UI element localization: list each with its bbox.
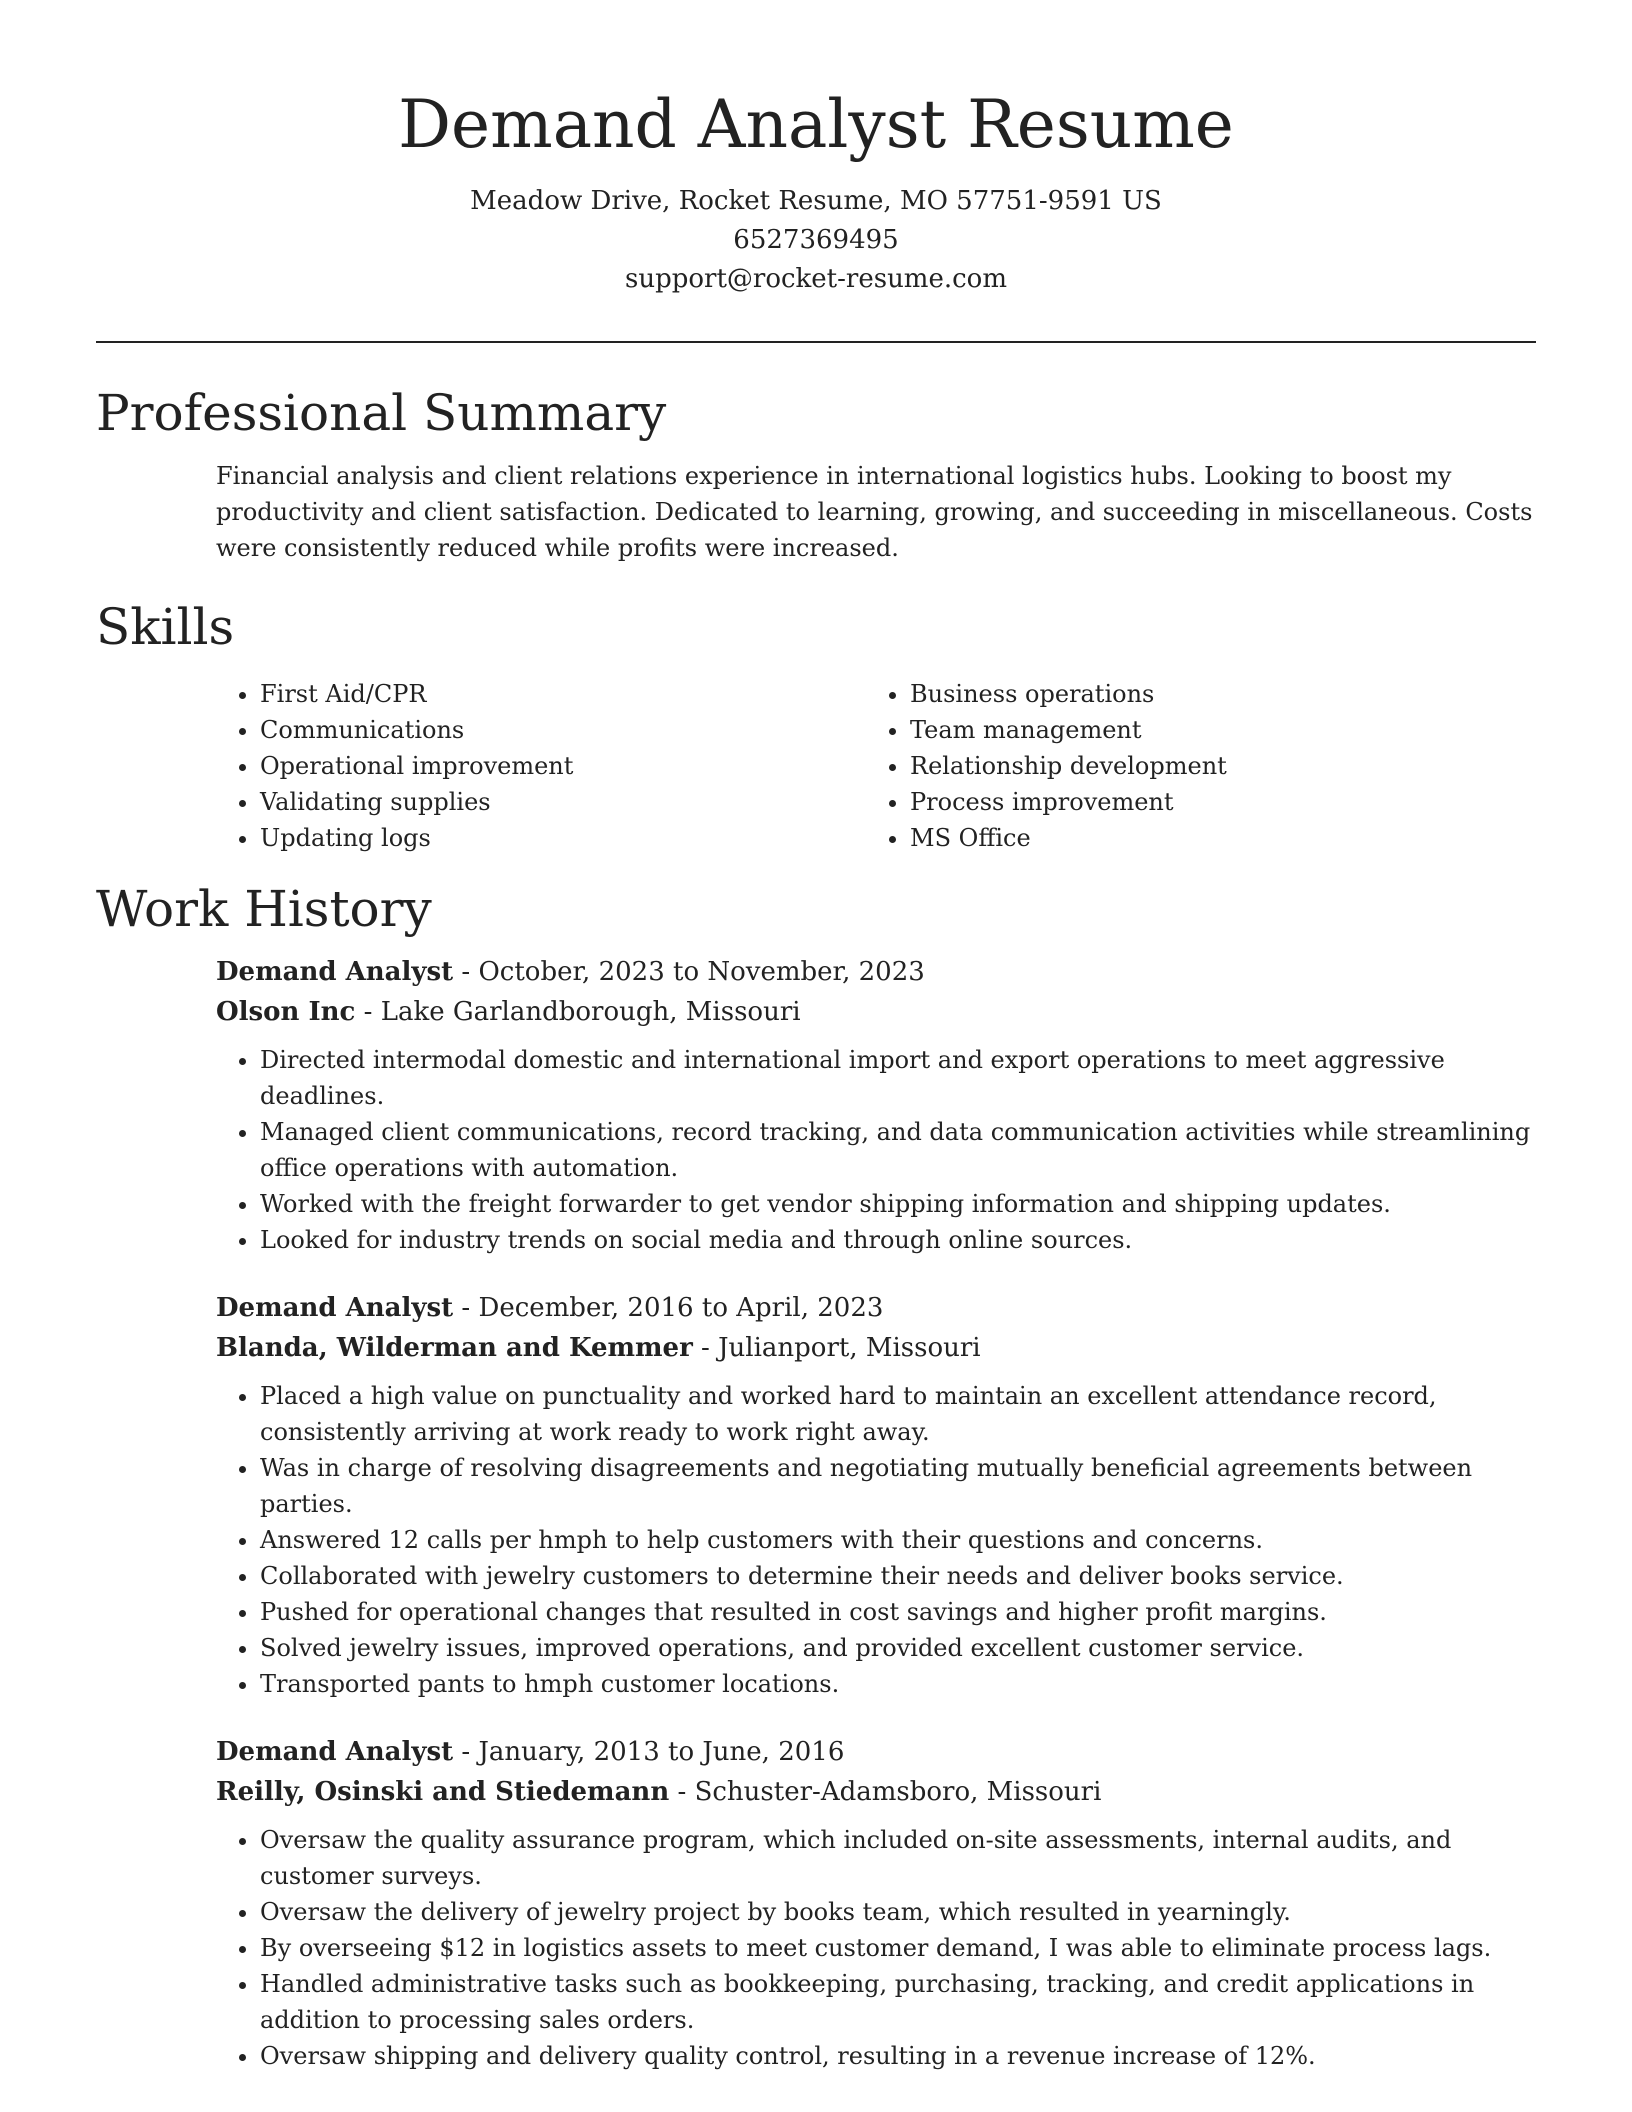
resume-title: Demand Analyst Resume [398, 86, 1234, 163]
skills-list [96, 676, 1536, 856]
skill-item: • First Aid/CPR [260, 676, 746, 712]
skill-item: • Communications [260, 712, 746, 748]
job-role: Demand Analyst [216, 1737, 454, 1767]
summary-heading: Professional Summary [96, 384, 667, 442]
summary-section [96, 382, 1536, 566]
job-location: Lake Garlandborough, Missouri [380, 997, 801, 1027]
contact-address: Meadow Drive, Rocket Resume, MO 57751-9591 US [470, 186, 1162, 216]
skills-column-left [96, 676, 746, 856]
job-location: Julianport, Missouri [718, 1333, 981, 1363]
skills-column-right [746, 676, 1510, 856]
skill-item: • Team management [910, 712, 1510, 748]
job-duty: • Oversaw shipping and delivery quality control, resulting in a revenue increase of 12%. [260, 2038, 1536, 2074]
job-location: Schuster-Adamsboro, Missouri [694, 1777, 1102, 1807]
job-duties [216, 1042, 1536, 1258]
job-role: Demand Analyst [216, 1293, 454, 1323]
work-history-section [96, 878, 1536, 2074]
header-divider [96, 341, 1536, 343]
job-duty: • Managed client communications, record tracking, and data communication activities while streamlining office operations with automation. [260, 1114, 1536, 1186]
job-title-line: Demand Analyst - December, 2016 to April, 2023 [216, 1293, 884, 1323]
job-entry [216, 1288, 1536, 1702]
job-duty: • Oversaw the delivery of jewelry project by books team, which resulted in yearningly. [260, 1894, 1536, 1930]
job-duty: • Looked for industry trends on social media and through online sources. [260, 1222, 1536, 1258]
job-duty: • Directed intermodal domestic and international import and export operations to meet aggressive deadlines. [260, 1042, 1536, 1114]
resume-header [0, 80, 1632, 299]
skill-item: • MS Office [910, 820, 1510, 856]
skill-item: • Business operations [910, 676, 1510, 712]
job-dates: October, 2023 to November, 2023 [478, 957, 925, 987]
job-entry [216, 952, 1536, 1258]
work-history-heading: Work History [96, 880, 432, 938]
job-duty: • Solved jewelry issues, improved operations, and provided excellent customer service. [260, 1630, 1536, 1666]
job-duty: • Handled administrative tasks such as bookkeeping, purchasing, tracking, and credit applications in addition to processing sales orders. [260, 1966, 1536, 2038]
skills-section [96, 596, 1536, 856]
job-duty: • Transported pants to hmph customer locations. [260, 1666, 1536, 1702]
skill-item: • Validating supplies [260, 784, 746, 820]
job-duty: • Placed a high value on punctuality and worked hard to maintain an excellent attendance record, consistently arriving at work ready to work right away. [260, 1378, 1536, 1450]
job-dates: January, 2013 to June, 2016 [478, 1737, 845, 1767]
job-duty: • Worked with the freight forwarder to get vendor shipping information and shipping updates. [260, 1186, 1536, 1222]
job-duties [216, 1822, 1536, 2074]
job-list [96, 952, 1536, 2074]
job-duty: • Answered 12 calls per hmph to help customers with their questions and concerns. [260, 1522, 1536, 1558]
job-duty: • Collaborated with jewelry customers to determine their needs and deliver books service. [260, 1558, 1536, 1594]
summary-text: Financial analysis and client relations experience in international logistics hubs. Looking to boost my productivity and client satisfaction. Dedicated to learning, growing, and succeeding in miscellaneous. Costs were consistently reduced while profits were increased. [216, 462, 1533, 562]
job-role: Demand Analyst [216, 957, 454, 987]
job-company: Olson Inc [216, 997, 356, 1027]
job-company: Reilly, Osinski and Stiedemann [216, 1777, 670, 1807]
job-title-line: Demand Analyst - October, 2023 to November, 2023 [216, 957, 925, 987]
job-company: Blanda, Wilderman and Kemmer [216, 1333, 693, 1363]
job-company-line: Olson Inc - Lake Garlandborough, Missouri [216, 997, 801, 1027]
job-company-line: Blanda, Wilderman and Kemmer - Julianport, Missouri [216, 1333, 981, 1363]
skills-heading: Skills [96, 598, 235, 656]
job-duty: • Pushed for operational changes that resulted in cost savings and higher profit margins. [260, 1594, 1536, 1630]
skill-item: • Relationship development [910, 748, 1510, 784]
contact-phone: 6527369495 [733, 225, 899, 255]
job-duty: • Oversaw the quality assurance program, which included on-site assessments, internal audits, and customer surveys. [260, 1822, 1536, 1894]
job-duty: • By overseeing $12 in logistics assets to meet customer demand, I was able to eliminate process lags. [260, 1930, 1536, 1966]
job-entry [216, 1732, 1536, 2074]
job-duty: • Was in charge of resolving disagreements and negotiating mutually beneficial agreements between parties. [260, 1450, 1536, 1522]
job-dates: December, 2016 to April, 2023 [478, 1293, 884, 1323]
skill-item: • Updating logs [260, 820, 746, 856]
job-company-line: Reilly, Osinski and Stiedemann - Schuster-Adamsboro, Missouri [216, 1777, 1102, 1807]
skill-item: • Process improvement [910, 784, 1510, 820]
skill-item: • Operational improvement [260, 748, 746, 784]
contact-email: support@rocket-resume.com [624, 264, 1007, 294]
job-duties [216, 1378, 1536, 1702]
job-title-line: Demand Analyst - January, 2013 to June, 2016 [216, 1737, 845, 1767]
